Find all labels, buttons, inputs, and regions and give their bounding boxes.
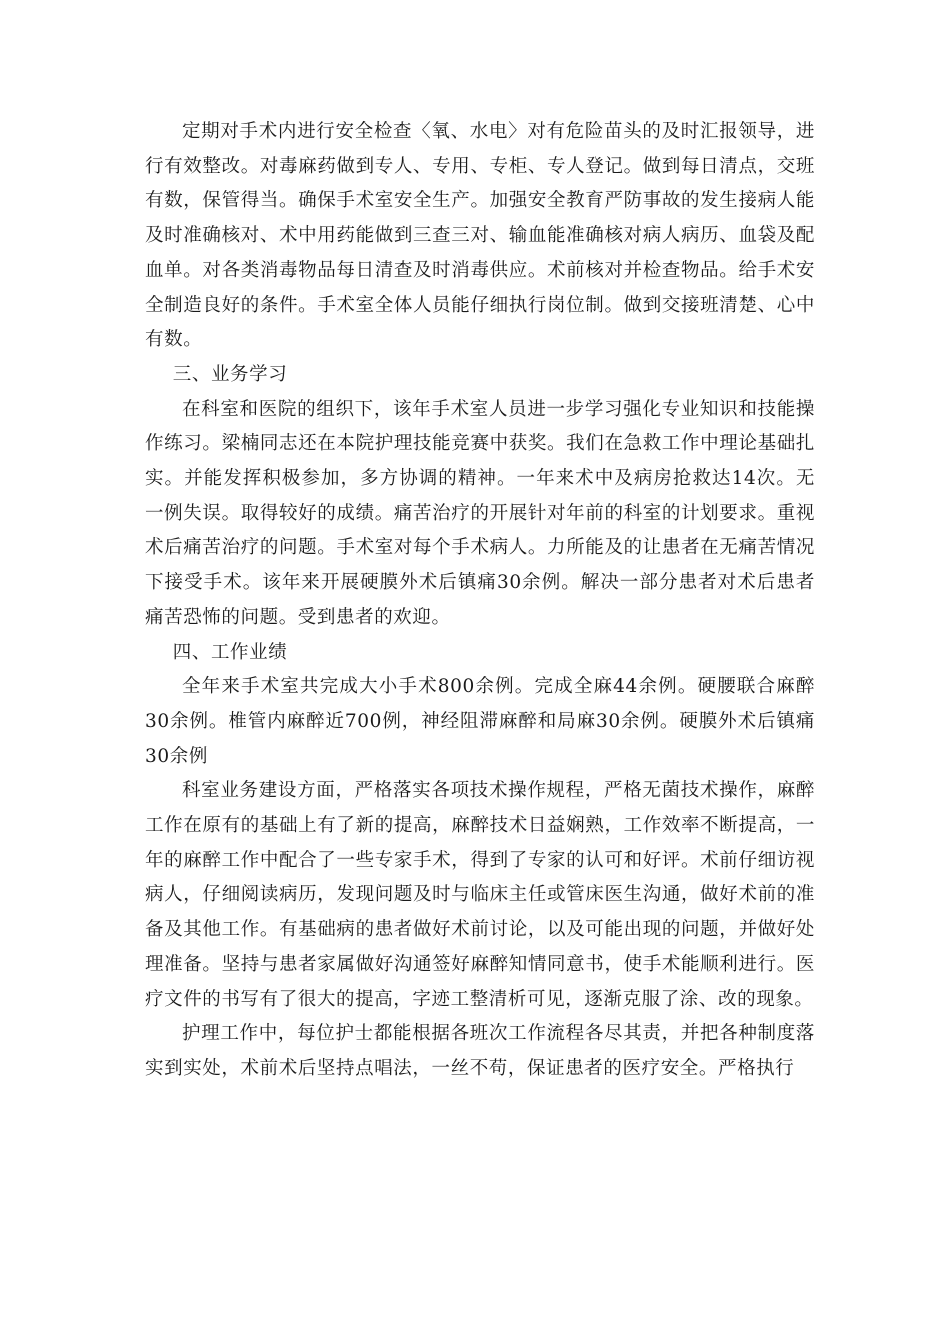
- document-page: [145, 115, 815, 1087]
- paragraph-nursing-work: 护理工作中，每位护士都能根据各班次工作流程各尽其责，并把各种制度落实到实处，术前术后坚持点唱法，一丝不苟，保证患者的医疗安全。严格执行: [145, 1023, 815, 1079]
- paragraph-department-building: 科室业务建设方面，严格落实各项技术操作规程，严格无菌技术操作，麻醉工作在原有的基础上有了新的提高，麻醉技术日益娴熟，工作效率不断提高，一年的麻醉工作中配合了一些专家手术，得到了专家的认可和好评。术前仔细访视病人，仔细阅读病历，发现问题及时与临床主任或管床医生沟通，做好术前的准备及其他工作。有基础病的患者做好术前讨论，以及可能出现的问题，并做好处理准备。坚持与患者家属做好沟通签好麻醉知情同意书，使手术能顺利进行。医疗文件的书写有了很大的提高，字迹工整清析可见，逐渐克服了涂、改的现象。: [145, 780, 815, 1010]
- section-heading-performance: 四、工作业绩: [172, 641, 288, 663]
- section-heading-study: 三、业务学习: [172, 363, 288, 385]
- paragraph-study: 在科室和医院的组织下，该年手术室人员进一步学习强化专业知识和技能操作练习。梁楠同志还在本院护理技能竞赛中获奖。我们在急救工作中理论基础扎实。并能发挥积极参加，多方协调的精神。一年来术中及病房抢救达14次。无一例失误。取得较好的成绩。痛苦治疗的开展针对年前的科室的计划要求。重视术后痛苦治疗的问题。手术室对每个手术病人。力所能及的让患者在无痛苦情况下接受手术。该年来开展硬膜外术后镇痛30余例。解决一部分患者对术后患者痛苦恐怖的问题。受到患者的欢迎。: [145, 398, 815, 628]
- paragraph-safety-check: 定期对手术内进行安全检查〈氧、水电〉对有危险苗头的及时汇报领导，进行有效整改。对毒麻药做到专人、专用、专柜、专人登记。做到每日清点，交班有数，保管得当。确保手术室安全生产。加强安全教育严防事故的发生接病人能及时准确核对、术中用药能做到三查三对、输血能准确核对病人病历、血袋及配血单。对各类消毒物品每日清查及时消毒供应。术前核对并检查物品。给手术安全制造良好的条件。手术室全体人员能仔细执行岗位制。做到交接班清楚、心中有数。: [145, 121, 815, 351]
- paragraph-performance-stats: 全年来手术室共完成大小手术800余例。完成全麻44余例。硬腰联合麻醉30余例。椎管内麻醉近700例，神经阻滞麻醉和局麻30余例。硬膜外术后镇痛30余例: [145, 676, 815, 767]
